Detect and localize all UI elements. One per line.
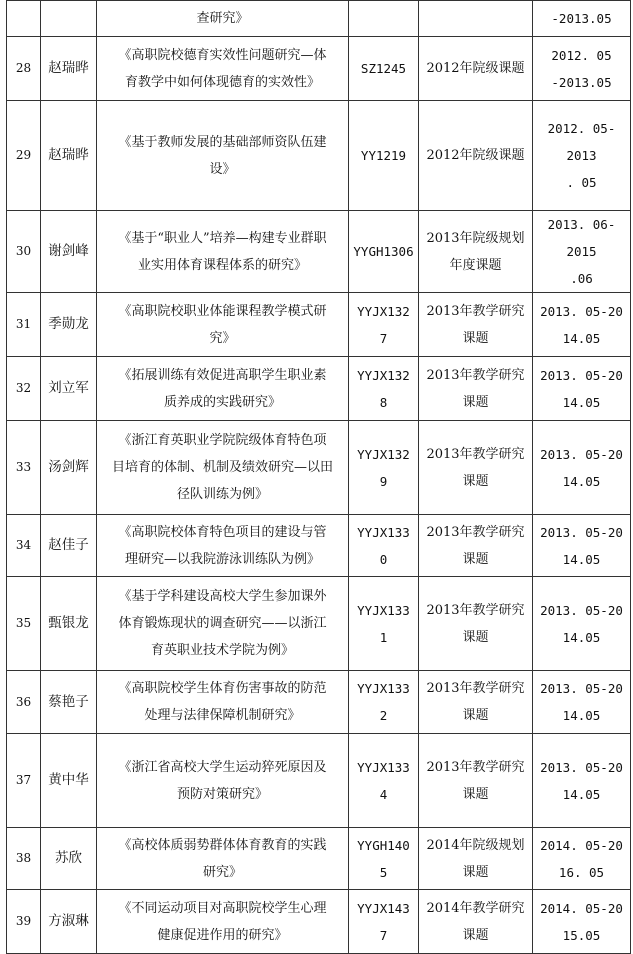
person-name-cell-text: 方淑琳 <box>48 913 89 929</box>
project-type-cell <box>419 890 533 954</box>
project-title-cell <box>97 828 349 890</box>
row-number-cell <box>7 515 41 577</box>
project-title-cell-text: 《拓展训练有效促进高职学生职业素 质养成的实践研究》 <box>118 367 327 410</box>
project-title-cell <box>97 37 349 101</box>
row-number-cell <box>7 293 41 357</box>
person-name-cell <box>41 421 97 515</box>
row-number-cell <box>7 734 41 828</box>
project-title-cell-text: 《不同运动项目对高职院校学生心理 健康促进作用的研究》 <box>118 900 327 943</box>
project-type-cell-text: 2013年教学研究 课题 <box>426 524 525 567</box>
project-title-cell <box>97 890 349 954</box>
date-range-cell <box>533 671 631 734</box>
person-name-cell <box>41 357 97 421</box>
project-type-cell-text: 2013年教学研究 课题 <box>426 303 525 346</box>
project-code-cell <box>349 37 419 101</box>
project-code-cell-text: YYJX132 7 <box>357 303 410 346</box>
date-range-cell-text: 2012. 05 -2013.05 <box>551 47 612 90</box>
person-name-cell-text: 季勋龙 <box>48 316 89 332</box>
row-number-cell-text: 37 <box>15 773 32 787</box>
project-code-cell-text: YYGH140 5 <box>357 837 410 880</box>
table-row <box>7 101 631 211</box>
table-row <box>7 211 631 293</box>
row-number-cell-text: 35 <box>15 616 32 630</box>
project-code-cell-text: YYJX133 1 <box>357 602 410 645</box>
row-number-cell-text: 36 <box>15 694 32 709</box>
person-name-cell <box>41 828 97 890</box>
row-number-cell <box>7 101 41 211</box>
row-number-cell-text: 38 <box>15 851 32 865</box>
project-title-cell-text: 《高职院校学生体育伤害事故的防范 处理与法律保障机制研究》 <box>118 681 327 723</box>
project-title-cell-text: 《高校体质弱势群体体育教育的实践 研究》 <box>118 837 327 880</box>
project-type-cell-text: 2013年院级规划 年度课题 <box>426 230 525 273</box>
project-code-cell-text: YYJX133 0 <box>357 524 410 567</box>
row-number-cell <box>7 37 41 101</box>
date-range-cell-text: 2013. 06-2015 .06 <box>547 217 616 286</box>
project-type-cell-text: 2012年院级课题 <box>426 61 525 76</box>
project-title-cell <box>97 734 349 828</box>
person-name-cell-text: 谢剑峰 <box>48 243 89 259</box>
project-title-cell-text: 《高职院校德育实效性问题研究—体 育教学中如何体现德育的实效性》 <box>118 47 327 90</box>
table-row <box>7 515 631 577</box>
row-number-cell-text: 39 <box>15 914 32 928</box>
table-row <box>7 734 631 828</box>
project-code-cell-text: YYJX133 2 <box>357 681 410 723</box>
person-name-cell-text: 赵瑞晔 <box>48 147 89 163</box>
project-title-cell <box>97 1 349 37</box>
date-range-cell-text: 2013. 05-20 14.05 <box>540 524 623 567</box>
project-title-cell <box>97 101 349 211</box>
row-number-cell-text: 34 <box>15 538 32 552</box>
project-code-cell-text: YY1219 <box>360 148 407 163</box>
table-row <box>7 828 631 890</box>
project-code-cell <box>349 890 419 954</box>
date-range-cell-text: 2013. 05-20 14.05 <box>540 759 623 802</box>
date-range-cell <box>533 734 631 828</box>
row-number-cell <box>7 890 41 954</box>
project-title-cell-text: 《高职院校体育特色项目的建设与管 理研究—以我院游泳训练队为例》 <box>118 524 327 567</box>
date-range-cell <box>533 1 631 37</box>
project-code-cell <box>349 293 419 357</box>
project-code-cell-text: YYJX132 8 <box>357 367 410 410</box>
project-type-cell-text: 2013年教学研究 课题 <box>426 602 525 645</box>
project-title-cell-text: 查研究》 <box>196 11 249 26</box>
table-row <box>7 37 631 101</box>
project-title-cell-text: 《基于学科建设高校大学生参加课外 体育锻炼现状的调查研究——以浙江 育英职业技术学院为例》 <box>118 589 327 658</box>
date-range-cell <box>533 577 631 671</box>
person-name-cell <box>41 37 97 101</box>
person-name-cell-text: 赵佳子 <box>48 537 89 553</box>
date-range-cell <box>533 828 631 890</box>
project-type-cell-text: 2013年教学研究 课题 <box>426 759 525 802</box>
project-title-cell <box>97 211 349 293</box>
person-name-cell-text: 黄中华 <box>48 772 89 788</box>
project-type-cell <box>419 515 533 577</box>
project-type-cell <box>419 421 533 515</box>
project-title-cell <box>97 357 349 421</box>
project-type-cell <box>419 101 533 211</box>
project-type-cell <box>419 1 533 37</box>
person-name-cell <box>41 515 97 577</box>
person-name-cell-text: 赵瑞晔 <box>48 60 89 76</box>
project-title-cell-text: 《浙江省高校大学生运动猝死原因及 预防对策研究》 <box>118 759 327 802</box>
project-type-cell <box>419 293 533 357</box>
row-number-cell-text: 30 <box>15 244 32 258</box>
person-name-cell-text: 蔡艳子 <box>48 693 89 710</box>
project-type-cell-text: 2014年院级规划 课题 <box>426 837 525 880</box>
project-title-cell <box>97 421 349 515</box>
date-range-cell-text: 2012. 05-2013 . 05 <box>547 121 616 190</box>
row-number-cell <box>7 421 41 515</box>
project-type-cell <box>419 37 533 101</box>
row-number-cell-text: 28 <box>15 61 32 75</box>
project-type-cell <box>419 671 533 734</box>
project-title-cell <box>97 577 349 671</box>
project-title-cell-text: 《基于教师发展的基础部师资队伍建 设》 <box>118 134 327 177</box>
project-type-cell <box>419 357 533 421</box>
date-range-cell-text: 2013. 05-20 14.05 <box>540 602 623 645</box>
project-type-cell <box>419 211 533 293</box>
project-title-cell <box>97 671 349 734</box>
date-range-cell-text: 2014. 05-20 15.05 <box>540 900 623 943</box>
date-range-cell <box>533 421 631 515</box>
row-number-cell <box>7 577 41 671</box>
project-title-cell-text: 《浙江育英职业学院院级体育特色项 目培育的体制、机制及绩效研究—以田 径队训练为例》 <box>111 433 333 502</box>
date-range-cell-text: 2014. 05-20 16. 05 <box>540 837 623 880</box>
person-name-cell <box>41 211 97 293</box>
date-range-cell-text: 2013. 05-20 14.05 <box>540 446 623 489</box>
person-name-cell-text: 汤剑辉 <box>48 459 89 475</box>
row-number-cell <box>7 1 41 37</box>
date-range-cell-text: 2013. 05-20 14.05 <box>540 681 623 723</box>
date-range-cell-text: -2013.05 <box>551 11 612 26</box>
project-title-cell-text: 《基于“职业人”培养—构建专业群职 业实用体育课程体系的研究》 <box>118 230 327 273</box>
date-range-cell <box>533 101 631 211</box>
row-number-cell-text: 33 <box>15 460 32 474</box>
date-range-cell <box>533 357 631 421</box>
date-range-cell <box>533 890 631 954</box>
date-range-cell-text: 2013. 05-20 14.05 <box>540 303 623 346</box>
person-name-cell <box>41 1 97 37</box>
project-code-cell-text: YYGH1306 <box>353 244 414 259</box>
table-row <box>7 421 631 515</box>
project-code-cell <box>349 577 419 671</box>
table-row <box>7 293 631 357</box>
project-type-cell <box>419 828 533 890</box>
row-number-cell <box>7 828 41 890</box>
table-row <box>7 1 631 37</box>
row-number-cell <box>7 357 41 421</box>
person-name-cell <box>41 577 97 671</box>
project-code-cell <box>349 1 419 37</box>
row-number-cell <box>7 671 41 734</box>
project-code-cell <box>349 421 419 515</box>
person-name-cell <box>41 734 97 828</box>
row-number-cell <box>7 211 41 293</box>
project-type-cell-text: 2014年教学研究 课题 <box>426 900 525 943</box>
person-name-cell-text: 刘立军 <box>48 380 89 396</box>
project-table <box>6 0 631 954</box>
project-title-cell-text: 《高职院校职业体能课程教学模式研 究》 <box>118 303 327 346</box>
date-range-cell <box>533 515 631 577</box>
project-code-cell-text: YYJX143 7 <box>357 900 410 943</box>
date-range-cell-text: 2013. 05-20 14.05 <box>540 367 623 410</box>
person-name-cell-text: 甄银龙 <box>48 615 89 631</box>
project-title-cell <box>97 515 349 577</box>
date-range-cell <box>533 37 631 101</box>
project-code-cell <box>349 671 419 734</box>
row-number-cell-text: 29 <box>15 148 32 162</box>
project-code-cell-text: YYJX132 9 <box>357 446 410 489</box>
person-name-cell <box>41 293 97 357</box>
row-number-cell-text: 31 <box>15 317 32 331</box>
project-type-cell <box>419 734 533 828</box>
row-number-cell-text: 32 <box>15 381 32 395</box>
project-type-cell-text: 2013年教学研究 课题 <box>426 446 525 489</box>
project-code-cell-text: YYJX133 4 <box>357 759 410 802</box>
project-type-cell <box>419 577 533 671</box>
person-name-cell <box>41 890 97 954</box>
project-type-cell-text: 2013年教学研究 课题 <box>426 681 525 723</box>
project-type-cell-text: 2013年教学研究 课题 <box>426 367 525 410</box>
project-code-cell <box>349 734 419 828</box>
person-name-cell <box>41 101 97 211</box>
project-code-cell <box>349 357 419 421</box>
project-code-cell <box>349 828 419 890</box>
date-range-cell <box>533 211 631 293</box>
project-title-cell <box>97 293 349 357</box>
project-type-cell-text: 2012年院级课题 <box>426 148 525 163</box>
project-code-cell <box>349 101 419 211</box>
project-code-cell-text: SZ1245 <box>360 61 407 76</box>
table-row <box>7 671 631 734</box>
person-name-cell <box>41 671 97 734</box>
table-row <box>7 577 631 671</box>
project-code-cell <box>349 211 419 293</box>
project-code-cell <box>349 515 419 577</box>
table-row <box>7 890 631 954</box>
person-name-cell-text: 苏欣 <box>55 850 82 866</box>
date-range-cell <box>533 293 631 357</box>
table-row <box>7 357 631 421</box>
